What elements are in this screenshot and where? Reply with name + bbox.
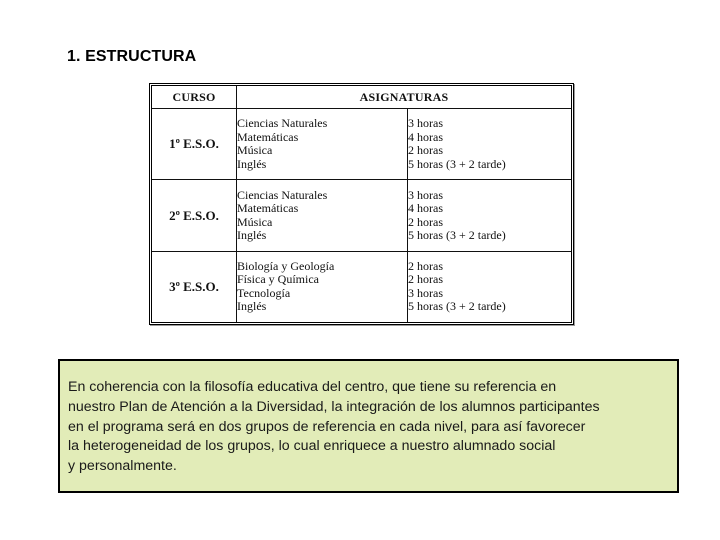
- note-line: y personalmente.: [68, 458, 177, 475]
- hours-value: 2 horas: [408, 258, 443, 273]
- subject: Música: [237, 143, 273, 158]
- note-line: en el programa será en dos grupos de referencia en cada nivel, para así favorecer: [68, 418, 586, 435]
- hours-value: 3 horas: [408, 116, 443, 131]
- subject-list: [237, 109, 408, 180]
- subject-list: [237, 251, 408, 322]
- subject: Tecnología: [237, 285, 291, 300]
- section-title: 1. ESTRUCTURA: [67, 48, 197, 65]
- subject: Matemáticas: [237, 201, 299, 216]
- hours-list: [408, 109, 572, 180]
- course-name: 2º E.S.O.: [152, 180, 237, 251]
- hours-value: 2 horas: [408, 214, 443, 229]
- structure-table-frame: [149, 83, 574, 325]
- subject: Inglés: [237, 156, 267, 171]
- hours-value: 2 horas: [408, 272, 443, 287]
- note-line: En coherencia con la filosofía educativa del centro, que tiene su referencia en: [68, 379, 557, 395]
- header-asignaturas: ASIGNATURAS: [237, 86, 572, 109]
- subject: Música: [237, 214, 273, 229]
- subject: Ciencias Naturales: [237, 116, 328, 131]
- integration-note-box: [58, 359, 679, 493]
- note-line: nuestro Plan de Atención a la Diversidad, la integración de los alumnos participantes: [68, 398, 600, 415]
- hours-list: [408, 180, 572, 251]
- hours-list: [408, 251, 572, 322]
- hours-value: 2 horas: [408, 143, 443, 158]
- integration-note-text: [68, 378, 677, 477]
- subject: Ciencias Naturales: [237, 187, 328, 202]
- table-row: [152, 251, 571, 322]
- hours-value: 5 horas (3 + 2 tarde): [408, 156, 506, 171]
- course-name: 3º E.S.O.: [152, 251, 237, 322]
- note-line: la heterogeneidad de los grupos, lo cual enriquece a nuestro alumnado social: [68, 438, 556, 455]
- course-name: 1º E.S.O.: [152, 109, 237, 180]
- subject: Física y Química: [237, 272, 319, 287]
- subject: Inglés: [237, 299, 267, 314]
- subject-list: [237, 180, 408, 251]
- structure-table: [152, 86, 571, 322]
- hours-value: 4 horas: [408, 129, 443, 144]
- hours-value: 3 horas: [408, 187, 443, 202]
- table-row: [152, 109, 571, 180]
- subject: Matemáticas: [237, 129, 299, 144]
- hours-value: 5 horas (3 + 2 tarde): [408, 299, 506, 314]
- table-header-row: [152, 86, 571, 109]
- subject: Biología y Geología: [237, 258, 335, 273]
- header-curso: CURSO: [152, 86, 237, 109]
- table-row: [152, 180, 571, 251]
- hours-value: 3 horas: [408, 285, 443, 300]
- subject: Inglés: [237, 228, 267, 243]
- hours-value: 5 horas (3 + 2 tarde): [408, 228, 506, 243]
- hours-value: 4 horas: [408, 201, 443, 216]
